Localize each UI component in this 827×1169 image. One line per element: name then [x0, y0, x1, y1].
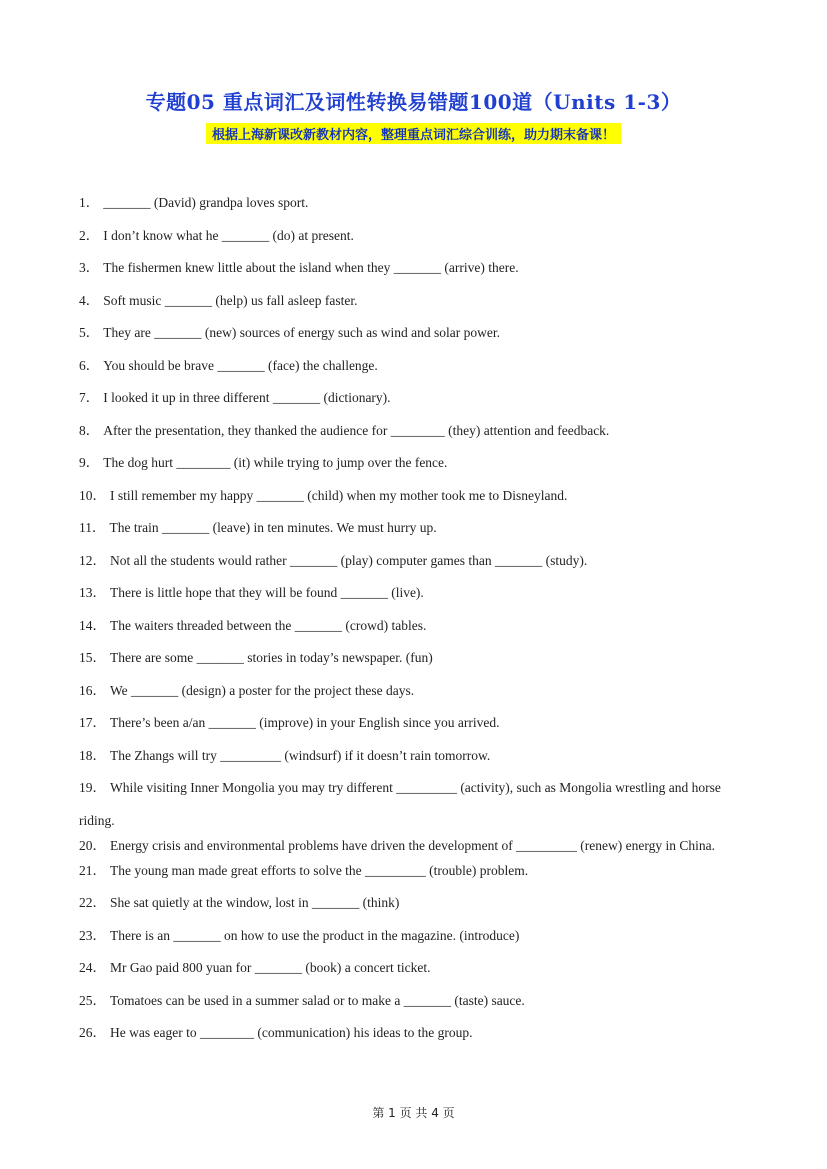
question-text: The waiters threaded between the _______ (crowd) tables. — [110, 617, 427, 633]
question-number: 11． — [79, 520, 106, 535]
page-footer — [0, 1104, 827, 1121]
question-text: There are some _______ stories in today’s newspaper. (fun) — [110, 650, 433, 665]
question-text: Energy crisis and environmental problems have driven the development of _________ (renew) energy in China. — [110, 837, 715, 853]
question-text: She sat quietly at the window, lost in _______ (think) — [110, 895, 400, 910]
question-text: The train _______ (leave) in ten minutes. We must hurry up. — [109, 520, 437, 535]
question-item — [79, 260, 739, 276]
question-number: 15． — [79, 650, 106, 665]
document-title: 专题05 重点词汇及词性转换易错题100道（Units 1-3） — [145, 90, 682, 114]
question-text: There is an _______ on how to use the product in the magazine. (introduce) — [110, 927, 520, 943]
question-number: 13． — [79, 585, 106, 600]
question-number: 18． — [79, 747, 106, 763]
question-number: 16． — [79, 682, 106, 698]
question-text: The Zhangs will try _________ (windsurf) if it doesn’t rain tomorrow. — [110, 747, 491, 763]
question-item — [79, 228, 739, 244]
question-number: 22． — [79, 895, 106, 910]
question-number: 14． — [79, 617, 106, 633]
question-number: 10． — [79, 487, 106, 503]
question-text: After the presentation, they thanked the audience for ________ (they) attention and feedback. — [103, 422, 610, 438]
question-text: There’s been a/an _______ (improve) in your English since you arrived. — [110, 715, 500, 730]
question-text: The fishermen knew little about the island when they _______ (arrive) there. — [103, 260, 519, 275]
question-number: 6． — [79, 357, 100, 373]
question-item — [79, 830, 739, 863]
question-number: 20． — [79, 837, 106, 853]
question-text: We _______ (design) a poster for the project these days. — [110, 682, 415, 698]
question-list — [79, 195, 739, 1058]
question-number: 5． — [79, 325, 100, 340]
question-item — [79, 585, 739, 601]
question-item — [79, 748, 739, 764]
question-number: 26． — [79, 1025, 106, 1040]
question-item — [79, 715, 739, 731]
question-item — [79, 325, 739, 341]
question-item — [79, 993, 739, 1009]
question-item — [79, 960, 739, 976]
question-number: 2． — [79, 227, 100, 243]
question-text: While visiting Inner Mongolia you may try different _________ (activity), such as Mongolia wrestling and horse riding. — [79, 780, 721, 828]
question-item — [79, 423, 739, 439]
question-text: They are _______ (new) sources of energy such as wind and solar power. — [103, 325, 501, 340]
question-text: I still remember my happy _______ (child) when my mother took me to Disneyland. — [110, 487, 568, 503]
question-text: The dog hurt ________ (it) while trying to jump over the fence. — [103, 455, 448, 470]
question-text: I don’t know what he _______ (do) at present. — [103, 227, 354, 243]
question-item — [79, 863, 739, 879]
question-item — [79, 553, 739, 569]
question-number: 24． — [79, 960, 106, 975]
question-text: The young man made great efforts to solve the _________ (trouble) problem. — [110, 862, 529, 878]
question-text: Soft music _______ (help) us fall asleep faster. — [103, 292, 358, 308]
question-item — [79, 650, 739, 666]
document-subtitle: 根据上海新课改新教材内容，整理重点词汇综合训练，助力期末备课！ — [206, 123, 621, 144]
question-item — [79, 488, 739, 504]
question-number: 12． — [79, 552, 106, 568]
question-item — [79, 520, 739, 536]
question-number: 8． — [79, 422, 100, 438]
question-text: Tomatoes can be used in a summer salad or to make a _______ (taste) sauce. — [110, 992, 525, 1008]
question-item — [79, 1025, 739, 1041]
question-number: 17． — [79, 715, 106, 730]
question-number: 4． — [79, 292, 100, 308]
question-number: 23． — [79, 927, 106, 943]
question-number: 3． — [79, 260, 100, 275]
question-item — [79, 618, 739, 634]
question-number: 7． — [79, 390, 100, 405]
question-text: Not all the students would rather _______ (play) computer games than _______ (study). — [110, 552, 588, 568]
question-item — [79, 895, 739, 911]
question-item — [79, 390, 739, 406]
question-text: There is little hope that they will be found _______ (live). — [110, 585, 424, 600]
question-number: 1． — [79, 195, 100, 210]
subtitle-banner — [0, 123, 827, 144]
question-item — [79, 772, 739, 837]
question-number: 21． — [79, 862, 106, 878]
question-item — [79, 293, 739, 309]
question-item — [79, 358, 739, 374]
question-number: 9． — [79, 455, 100, 470]
page-indicator: 第 1 页 共 4 页 — [372, 1106, 455, 1120]
question-item — [79, 683, 739, 699]
question-item — [79, 455, 739, 471]
question-text: He was eager to ________ (communication) his ideas to the group. — [110, 1025, 473, 1040]
question-text: _______ (David) grandpa loves sport. — [103, 195, 309, 210]
question-text: Mr Gao paid 800 yuan for _______ (book) a concert ticket. — [110, 960, 431, 975]
question-number: 19． — [79, 780, 106, 795]
question-text: I looked it up in three different _______ (dictionary). — [103, 390, 391, 405]
question-text: You should be brave _______ (face) the challenge. — [103, 357, 378, 373]
question-item — [79, 195, 739, 211]
question-item — [79, 928, 739, 944]
question-number: 25． — [79, 992, 106, 1008]
